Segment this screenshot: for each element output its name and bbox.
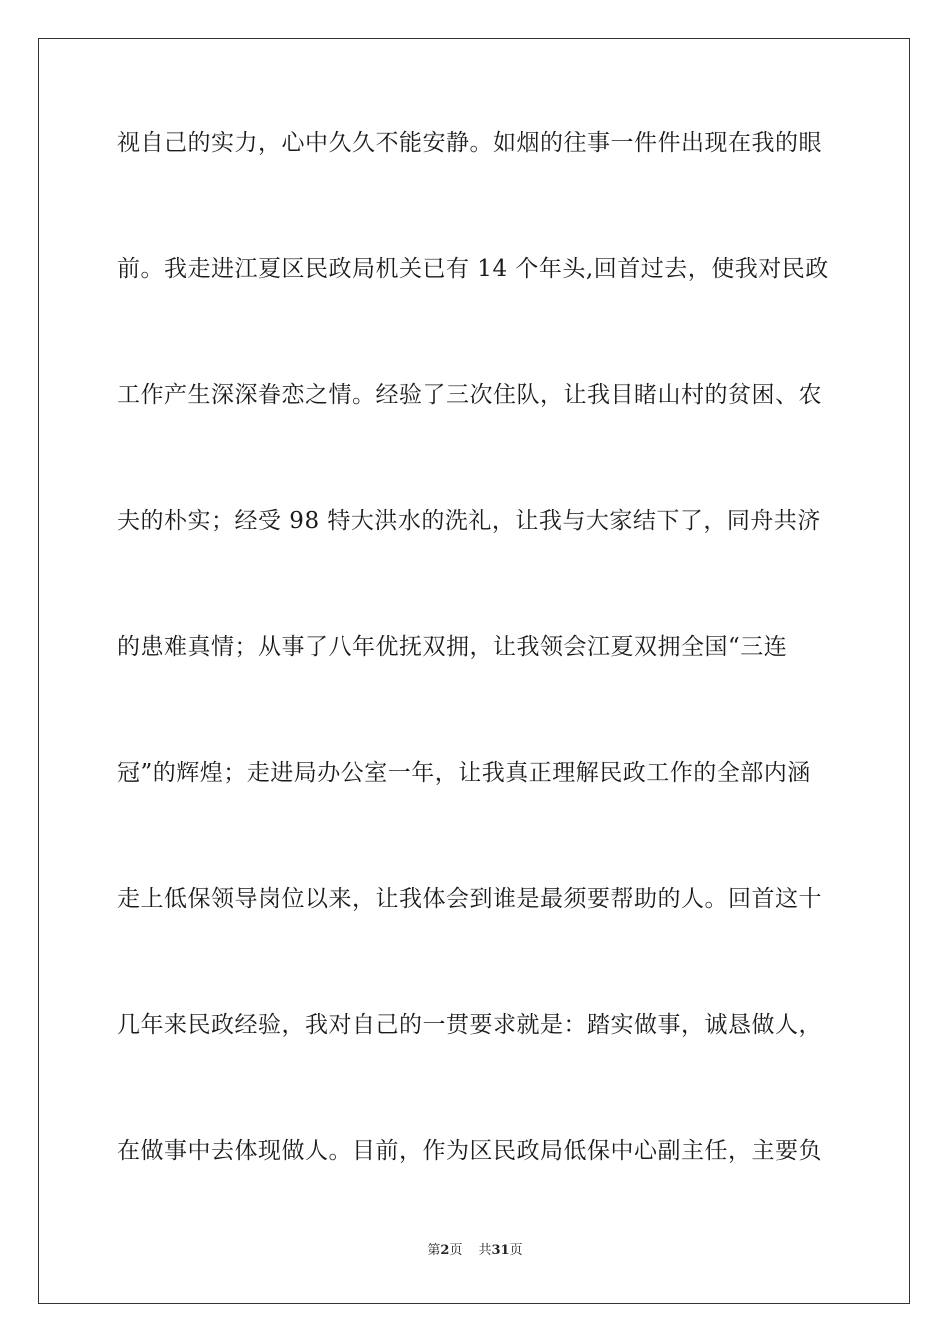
page-number (427, 1243, 462, 1258)
page-total (478, 1243, 522, 1258)
text-line-2: 前。我走进江夏区民政局机关已有 14 个年头,回首过去，使我对民政 (117, 256, 829, 282)
text-line-5: 的患难真情；从事了八年优抚双拥，让我领会江夏双拥全国“三连 (117, 634, 788, 660)
text-line-8: 几年来民政经验，我对自己的一贯要求就是：踏实做事，诚恳做人， (117, 1012, 822, 1038)
total-suffix: 页 (509, 1243, 523, 1258)
text-line-4: 夫的朴实；经受 98 特大洪水的洗礼，让我与大家结下了，同舟共济 (117, 508, 821, 534)
total-count: 31 (491, 1243, 510, 1258)
text-line-6: 冠”的辉煌；走进局办公室一年，让我真正理解民政工作的全部内涵 (117, 760, 811, 786)
page-suffix: 页 (449, 1243, 463, 1258)
text-line-9: 在做事中去体现做人。目前，作为区民政局低保中心副主任，主要负 (117, 1138, 822, 1164)
text-line-7: 走上低保领导岗位以来，让我体会到谁是最须要帮助的人。回首这十 (117, 886, 822, 912)
text-line-1: 视自己的实力，心中久久不能安静。如烟的往事一件件出现在我的眼 (117, 130, 822, 156)
text-line-3: 工作产生深深眷恋之情。经验了三次住队，让我目睹山村的贫困、农 (117, 382, 822, 408)
page-frame (38, 38, 910, 1304)
page-footer (0, 1242, 950, 1260)
page-current: 2 (440, 1243, 450, 1258)
total-prefix: 共 (478, 1243, 492, 1258)
page-prefix: 第 (427, 1243, 441, 1258)
